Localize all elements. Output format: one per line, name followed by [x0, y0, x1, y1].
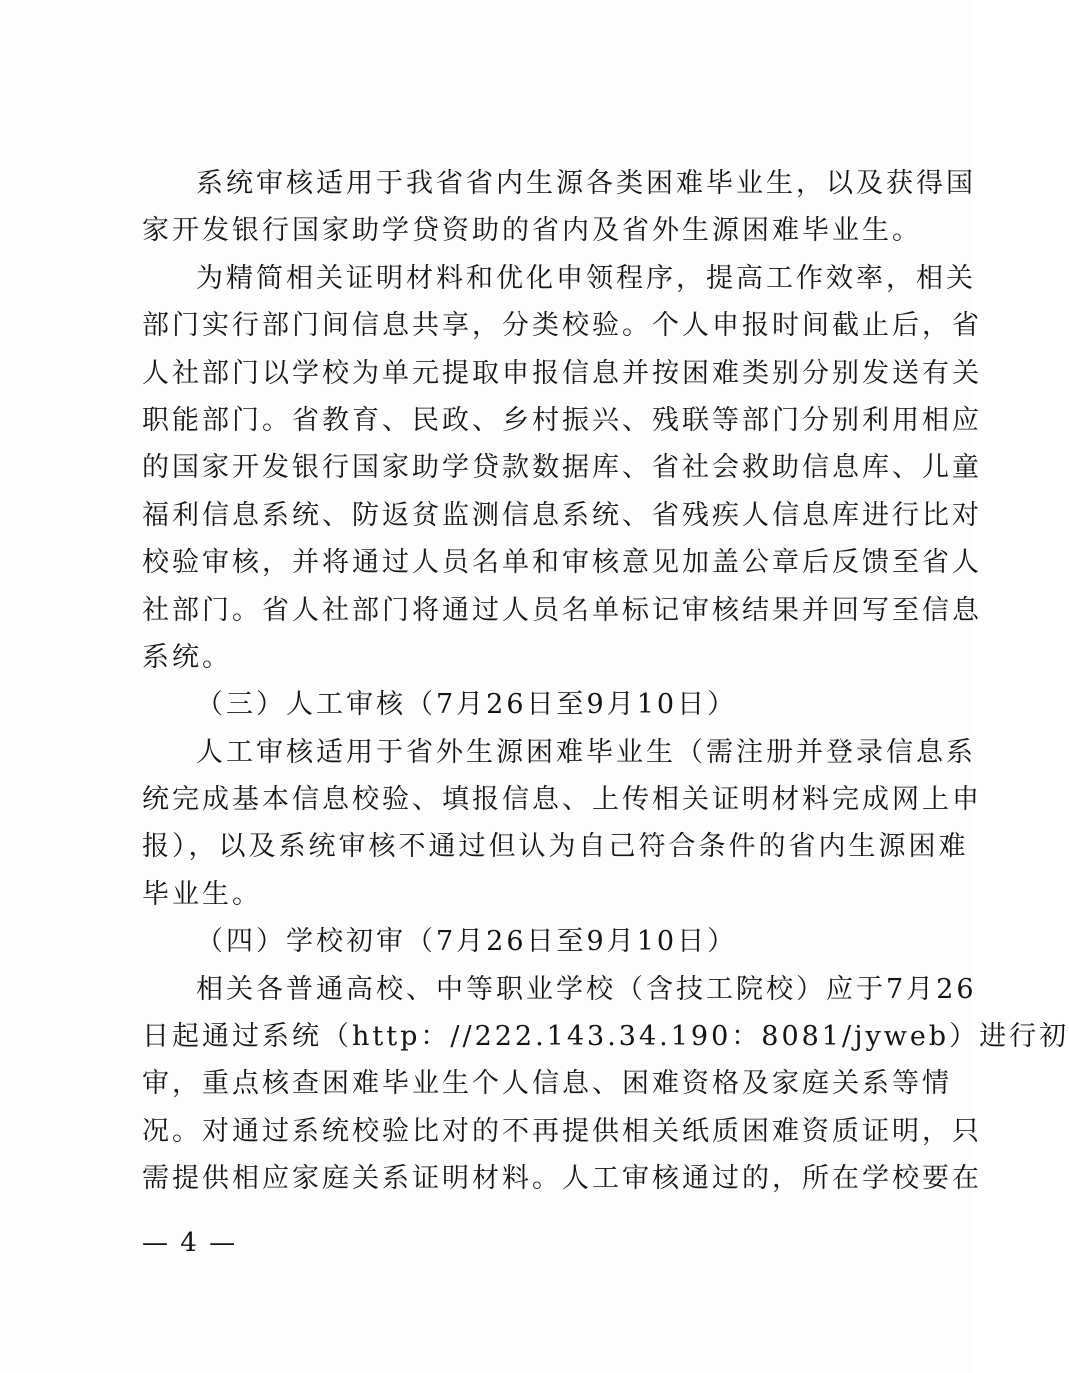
text-line: 需提供相应家庭关系证明材料。人工审核通过的，所在学校要在: [142, 1163, 982, 1195]
document-body: [142, 160, 1069, 1203]
text-line: 职能部门。省教育、民政、乡村振兴、残联等部门分别利用相应: [142, 404, 982, 436]
text-line: 系统审核适用于我省省内生源各类困难毕业生，以及获得国: [196, 168, 976, 199]
text-line: 家开发银行国家助学贷资助的省内及省外生源困难毕业生。: [142, 215, 922, 247]
text-line: 统完成基本信息校验、填报信息、上传相关证明材料完成网上申: [142, 784, 982, 816]
text-line: 人社部门以学校为单元提取申报信息并按困难类别分别发送有关: [142, 357, 982, 389]
text-line: 日起通过系统（http：//222.143.34.190：8081/jyweb）进行初: [142, 1021, 1069, 1053]
text-line: 社部门。省人社部门将通过人员名单标记审核结果并回写至信息: [142, 594, 982, 626]
text-line: 审，重点核查困难毕业生个人信息、困难资格及家庭关系等情: [142, 1068, 952, 1100]
text-line: 的国家开发银行国家助学贷款数据库、省社会救助信息库、儿童: [142, 452, 982, 484]
text-line: 系统。: [142, 641, 232, 673]
text-line: 人工审核适用于省外生源困难毕业生（需注册并登录信息系: [196, 736, 976, 768]
text-line: 校验审核，并将通过人员名单和审核意见加盖公章后反馈至省人: [142, 547, 982, 579]
text-line: 况。对通过系统校验比对的不再提供相关纸质困难资质证明，只: [142, 1115, 982, 1147]
text-line: 毕业生。: [142, 878, 262, 910]
page-number: — 4 —: [142, 1228, 238, 1258]
text-line: 为精简相关证明材料和优化申领程序，提高工作效率，相关: [196, 262, 976, 294]
section-heading: （四）学校初审（7月26日至9月10日）: [196, 926, 738, 958]
section-heading: （三）人工审核（7月26日至9月10日）: [196, 689, 738, 721]
text-line: 福利信息系统、防返贫监测信息系统、省残疾人信息库进行比对: [142, 499, 982, 531]
text-line: 报），以及系统审核不通过但认为自己符合条件的省内生源困难: [142, 831, 969, 863]
text-line: 部门实行部门间信息共享，分类校验。个人申报时间截止后，省: [142, 310, 982, 342]
text-line: 相关各普通高校、中等职业学校（含技工院校）应于7月26: [196, 973, 977, 1005]
